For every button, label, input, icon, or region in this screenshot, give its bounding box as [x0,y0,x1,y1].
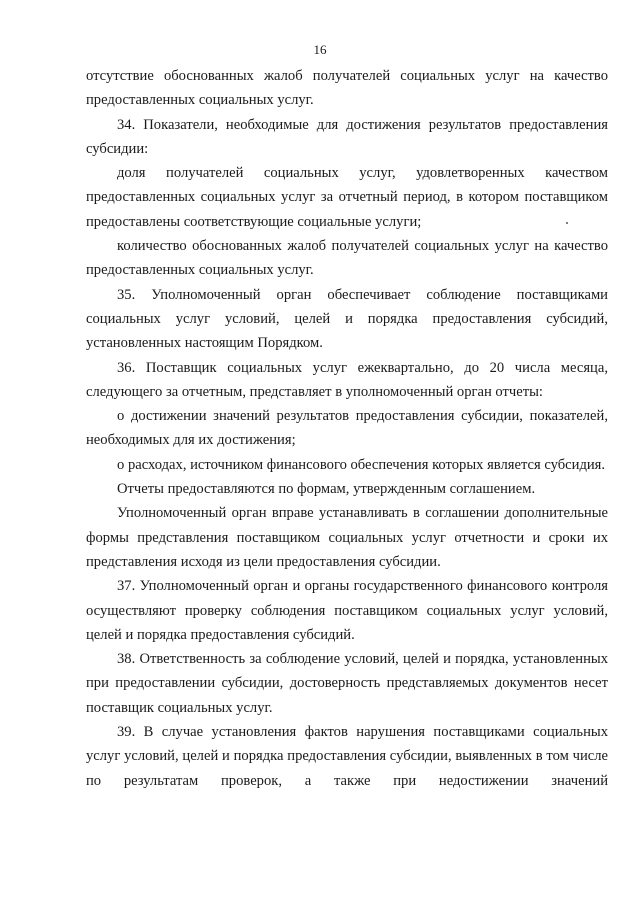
paragraph-36: 36. Поставщик социальных услуг ежеквартально, до 20 числа месяца, следующего за отчетным, представляет в уполномоченный орган отчеты: [86,359,608,400]
paragraph-37: 37. Уполномоченный орган и органы государственного финансового контроля осуществляют проверку соблюдения поставщиком социальных услуг условий, целей и порядка предоставления субсидий. [86,578,608,643]
paragraph-36-forms: Отчеты предоставляются по формам, утвержденным соглашением. [117,481,536,498]
paragraph-34-complaints-indicator: количество обоснованных жалоб получателей социальных услуг на качество предоставленных социальных услуг. [86,238,608,279]
paragraph-38: 38. Ответственность за соблюдение условий, целей и порядка, установленных при предоставлении субсидии, достоверность представляемых документов несет поставщик социальных услуг. [86,651,608,716]
page-number: 16 [313,42,327,57]
paragraph-39: 39. В случае установления фактов нарушения поставщиками социальных услуг условий, целей и порядка предоставления субсидии, выявленных в том числе по результатам проверок, а также при недостижении значений [86,724,608,789]
document-body [86,64,608,793]
paragraph-35: 35. Уполномоченный орган обеспечивает соблюдение поставщиками социальных услуг условий, целей и порядка предоставления субсидий, установленных настоящим Порядком. [86,286,608,352]
paragraph-36-additional-forms: Уполномоченный орган вправе устанавливать в соглашении дополнительные формы представления поставщиком социальных услуг отчетности и сроки их представления исходя из цели предоставления субсидии. [86,505,608,570]
paragraph-36-results-report: о достижении значений результатов предоставления субсидии, показателей, необходимых для их достижения; [86,408,608,449]
paragraph-34-share-indicator: доля получателей социальных услуг, удовлетворенных качеством предоставленных социальных услуг за отчетный период, в котором поставщиком предоставлены соответствующие социальные услуги; [86,165,608,230]
paragraph-34: 34. Показатели, необходимые для достижения результатов предоставления субсидии: [86,116,608,157]
paragraph-36-expenses-report: о расходах, источником финансового обеспечения которых является субсидия. [117,456,606,473]
scan-speck [566,222,568,224]
paragraph-continuation: отсутствие обоснованных жалоб получателей социальных услуг на качество предоставленных социальных услуг. [86,68,608,109]
